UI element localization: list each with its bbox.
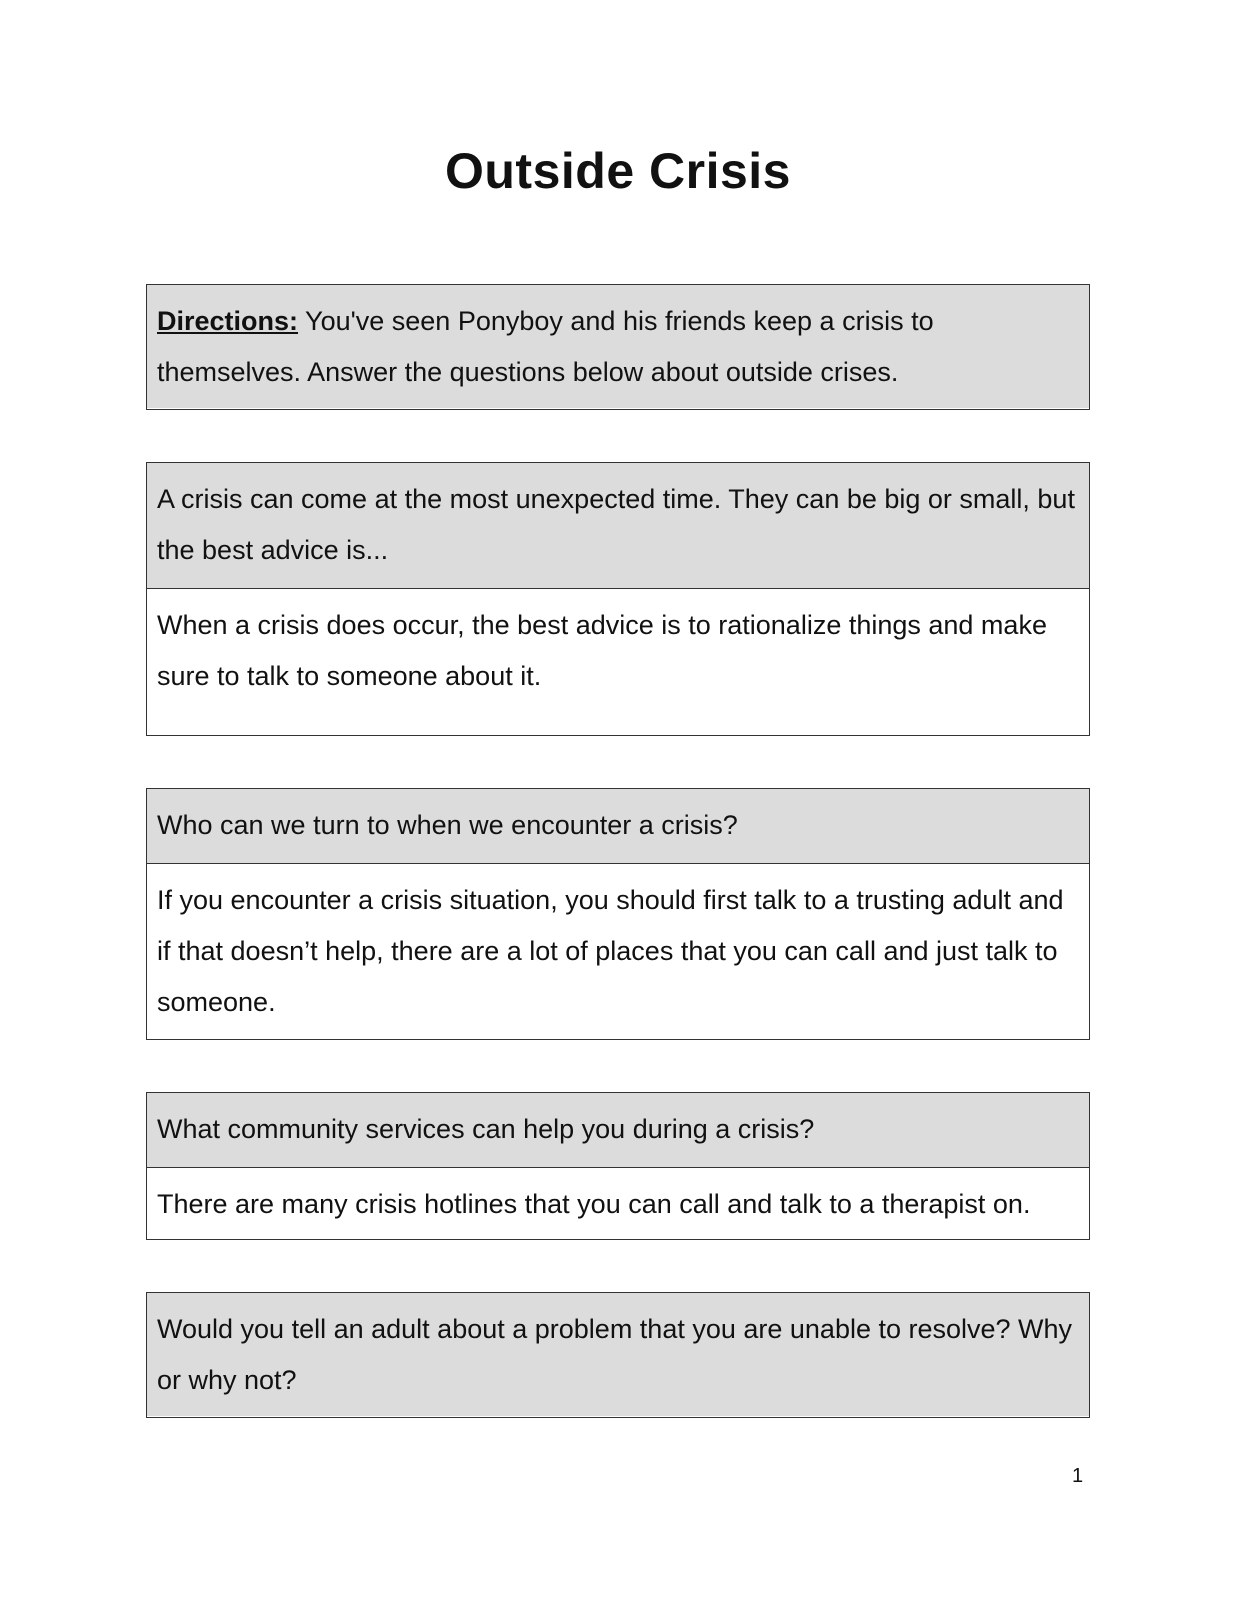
answer-cell: When a crisis does occur, the best advice is to rationalize things and make sure to talk to someone about it. bbox=[147, 588, 1089, 734]
answer-cell: There are many crisis hotlines that you can call and talk to a therapist on. bbox=[147, 1167, 1089, 1238]
answer-cell: If you encounter a crisis situation, you should first talk to a trusting adult and if that doesn’t help, there are a lot of places that you can call and just talk to someone. bbox=[147, 863, 1089, 1038]
question-box-2 bbox=[146, 788, 1090, 1040]
question-box-3 bbox=[146, 1092, 1090, 1240]
question-box-1 bbox=[146, 462, 1090, 736]
question-cell: What community services can help you during a crisis? bbox=[147, 1093, 1089, 1167]
page-number: 1 bbox=[1072, 1465, 1084, 1487]
question-box-4 bbox=[146, 1292, 1090, 1418]
directions-text: You've seen Ponyboy and his friends keep a crisis to themselves. Answer the questions below about outside crises. bbox=[157, 306, 934, 387]
page-title: Outside Crisis bbox=[445, 143, 791, 199]
question-cell: Would you tell an adult about a problem that you are unable to resolve? Why or why not? bbox=[147, 1293, 1089, 1416]
question-cell: Who can we turn to when we encounter a crisis? bbox=[147, 789, 1089, 863]
directions-box bbox=[146, 284, 1090, 410]
question-cell: A crisis can come at the most unexpected time. They can be big or small, but the best advice is... bbox=[147, 463, 1089, 588]
directions-cell bbox=[147, 285, 1089, 408]
directions-label: Directions: bbox=[157, 306, 299, 336]
